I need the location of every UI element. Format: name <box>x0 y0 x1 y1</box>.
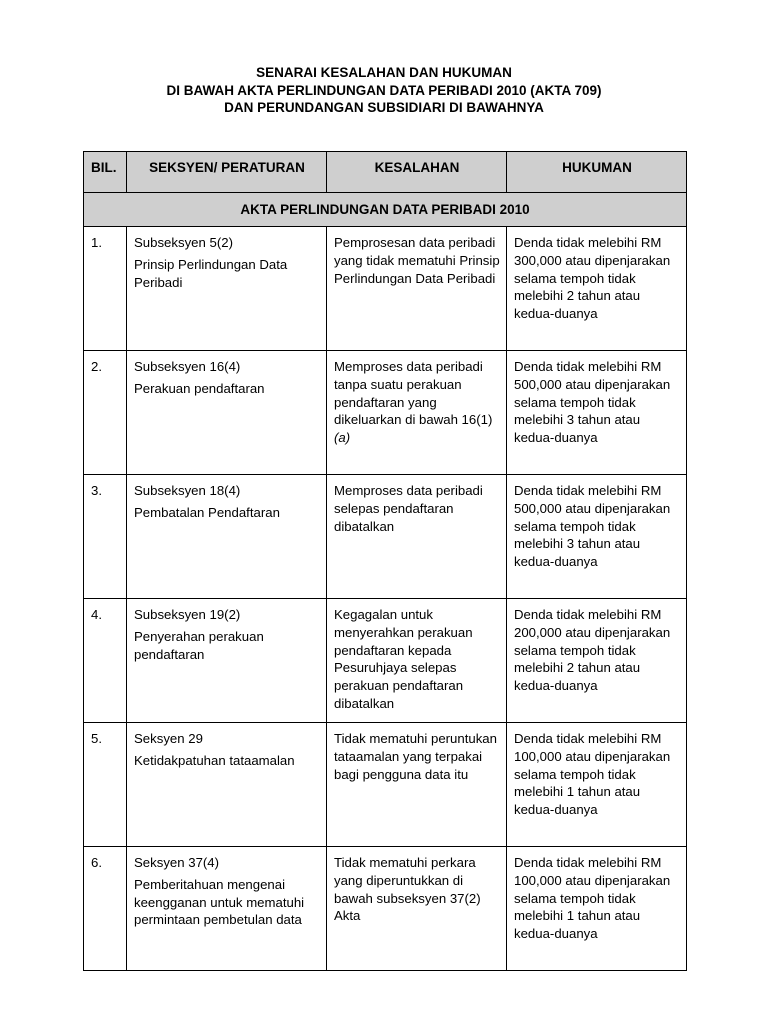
header-hukuman: HUKUMAN <box>507 152 687 193</box>
cell-kesalahan: Memproses data peribadi tanpa suatu perakuan pendaftaran yang dikeluarkan di bawah 16(1)(a) <box>327 351 507 475</box>
seksyen-ref: Subseksyen 5(2) <box>134 235 233 250</box>
cell-kesalahan: Kegagalan untuk menyerahkan perakuan pendaftaran kepada Pesuruhjaya selepas perakuan pendaftaran dibatalkan <box>327 599 507 723</box>
title-line-1: SENARAI KESALAHAN DAN HUKUMAN <box>256 65 512 80</box>
cell-kesalahan: Tidak mematuhi perkara yang diperuntukkan di bawah subseksyen 37(2) Akta <box>327 847 507 971</box>
header-seksyen-peraturan: SEKSYEN/ PERATURAN <box>127 152 327 193</box>
seksyen-ref: Subseksyen 19(2) <box>134 607 241 622</box>
cell-seksyen <box>127 475 327 599</box>
cell-hukuman: Denda tidak melebihi RM 500,000 atau dipenjarakan selama tempoh tidak melebihi 3 tahun atau kedua-duanya <box>507 351 687 475</box>
seksyen-ref: Subseksyen 18(4) <box>134 483 241 498</box>
title-line-2: DI BAWAH AKTA PERLINDUNGAN DATA PERIBADI 2010 (AKTA 709) <box>166 82 602 98</box>
section-row <box>84 193 687 227</box>
cell-bil: 2. <box>84 351 127 475</box>
offences-table <box>83 151 687 971</box>
table-row <box>84 475 687 599</box>
section-title: AKTA PERLINDUNGAN DATA PERIBADI 2010 <box>84 193 687 227</box>
peraturan-desc: Prinsip Perlindungan Data Peribadi <box>134 256 288 290</box>
cell-hukuman: Denda tidak melebihi RM 200,000 atau dipenjarakan selama tempoh tidak melebihi 2 tahun atau kedua-duanya <box>507 599 687 723</box>
cell-bil: 5. <box>84 723 127 847</box>
seksyen-ref: Subseksyen 16(4) <box>134 359 241 374</box>
cell-seksyen <box>127 847 327 971</box>
peraturan-desc: Penyerahan perakuan pendaftaran <box>134 628 264 662</box>
seksyen-ref: Seksyen 37(4) <box>134 855 220 870</box>
cell-kesalahan: Tidak mematuhi peruntukan tataamalan yang terpakai bagi pengguna data itu <box>327 723 507 847</box>
cell-seksyen <box>127 599 327 723</box>
cell-seksyen <box>127 723 327 847</box>
document-title <box>0 64 768 117</box>
table-row <box>84 227 687 351</box>
table-header-row <box>84 152 687 193</box>
peraturan-desc: Perakuan pendaftaran <box>134 380 265 396</box>
cell-seksyen <box>127 227 327 351</box>
cell-hukuman: Denda tidak melebihi RM 100,000 atau dipenjarakan selama tempoh tidak melebihi 1 tahun atau kedua-duanya <box>507 723 687 847</box>
header-kesalahan: KESALAHAN <box>327 152 507 193</box>
title-line-3: DAN PERUNDANGAN SUBSIDIARI DI BAWAHNYA <box>224 100 544 115</box>
cell-bil: 3. <box>84 475 127 599</box>
cell-bil: 4. <box>84 599 127 723</box>
peraturan-desc: Ketidakpatuhan tataamalan <box>134 752 295 768</box>
table-row <box>84 599 687 723</box>
table-row <box>84 351 687 475</box>
header-bil: BIL. <box>84 152 127 193</box>
cell-seksyen <box>127 351 327 475</box>
cell-bil: 1. <box>84 227 127 351</box>
table-row <box>84 723 687 847</box>
peraturan-desc: Pembatalan Pendaftaran <box>134 504 280 520</box>
table-row <box>84 847 687 971</box>
peraturan-desc: Pemberitahuan mengenai keengganan untuk mematuhi permintaan pembetulan data <box>134 876 305 928</box>
cell-hukuman: Denda tidak melebihi RM 100,000 atau dipenjarakan selama tempoh tidak melebihi 1 tahun atau kedua-duanya <box>507 847 687 971</box>
cell-kesalahan: Memproses data peribadi selepas pendaftaran dibatalkan <box>327 475 507 599</box>
cell-hukuman: Denda tidak melebihi RM 300,000 atau dipenjarakan selama tempoh tidak melebihi 2 tahun atau kedua-duanya <box>507 227 687 351</box>
cell-bil: 6. <box>84 847 127 971</box>
seksyen-ref: Seksyen 29 <box>134 731 203 746</box>
cell-kesalahan: Pemprosesan data peribadi yang tidak mematuhi Prinsip Perlindungan Data Peribadi <box>327 227 507 351</box>
cell-hukuman: Denda tidak melebihi RM 500,000 atau dipenjarakan selama tempoh tidak melebihi 3 tahun atau kedua-duanya <box>507 475 687 599</box>
